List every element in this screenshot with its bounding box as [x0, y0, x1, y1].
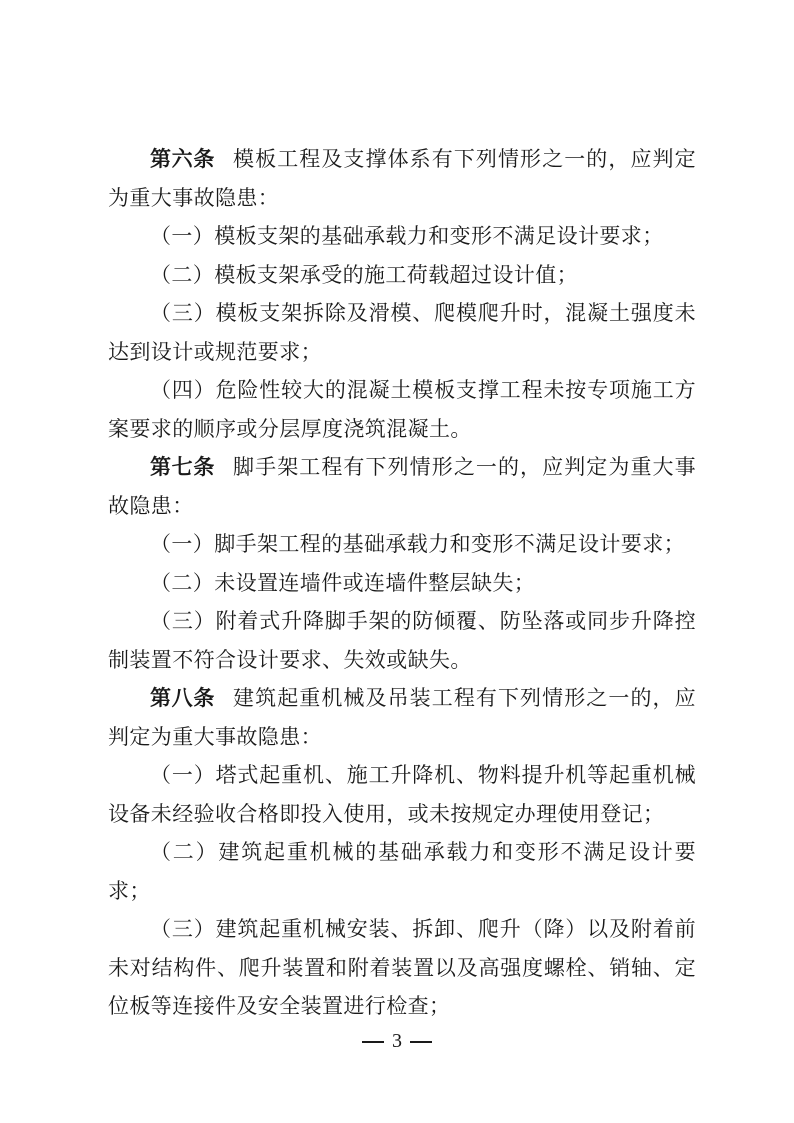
page-number: 3: [392, 1030, 402, 1052]
article-8-item-3: （三）建筑起重机械安装、拆卸、爬升（降）以及附着前未对结构件、爬升装置和附着装置以及高强度螺栓、销轴、定位板等连接件及安全装置进行检查；: [108, 917, 696, 1018]
article-6-item-4: （四）危险性较大的混凝土模板支撑工程未按专项施工方案要求的顺序或分层厚度浇筑混凝土。: [108, 378, 696, 441]
article-7-intro-text: 脚手架工程有下列情形之一的，应判定为重大事故隐患：: [108, 455, 697, 518]
article-8-heading: 第八条: [150, 686, 216, 710]
article-6-item-1: （一）模板支架的基础承载力和变形不满足设计要求；: [150, 224, 664, 248]
article-7-item-1: （一）脚手架工程的基础承载力和变形不满足设计要求；: [150, 532, 685, 556]
article-7-item-3: （三）附着式升降脚手架的防倾覆、防坠落或同步升降控制装置不符合设计要求、失效或缺失。: [108, 609, 696, 672]
article-6-intro: [108, 140, 696, 217]
footer-dash-left: [362, 1041, 384, 1043]
article-6-item-3: （三）模板支架拆除及滑模、爬模爬升时，混凝土强度未达到设计或规范要求；: [108, 301, 696, 364]
article-8-item-1: （一）塔式起重机、施工升降机、物料提升机等起重机械设备未经验收合格即投入使用，或未按规定办理使用登记；: [108, 763, 696, 826]
footer-dash-right: [410, 1041, 432, 1043]
article-6-heading: 第六条: [150, 147, 216, 171]
article-7-heading: 第七条: [150, 455, 216, 479]
article-8-intro-text: 建筑起重机械及吊装工程有下列情形之一的，应判定为重大事故隐患：: [108, 686, 697, 749]
article-7-item-2: （二）未设置连墙件或连墙件整层缺失；: [150, 570, 536, 595]
article-7-intro: [108, 448, 696, 525]
article-8-intro: [108, 679, 696, 756]
article-6-intro-text: 模板工程及支撑体系有下列情形之一的，应判定为重大事故隐患：: [108, 147, 697, 210]
document-body: [108, 140, 696, 1026]
article-8-item-2: （二）建筑起重机械的基础承载力和变形不满足设计要求；: [108, 840, 696, 903]
page-footer: [0, 1030, 794, 1053]
article-6-item-2: （二）模板支架承受的施工荷载超过设计值；: [150, 262, 578, 287]
